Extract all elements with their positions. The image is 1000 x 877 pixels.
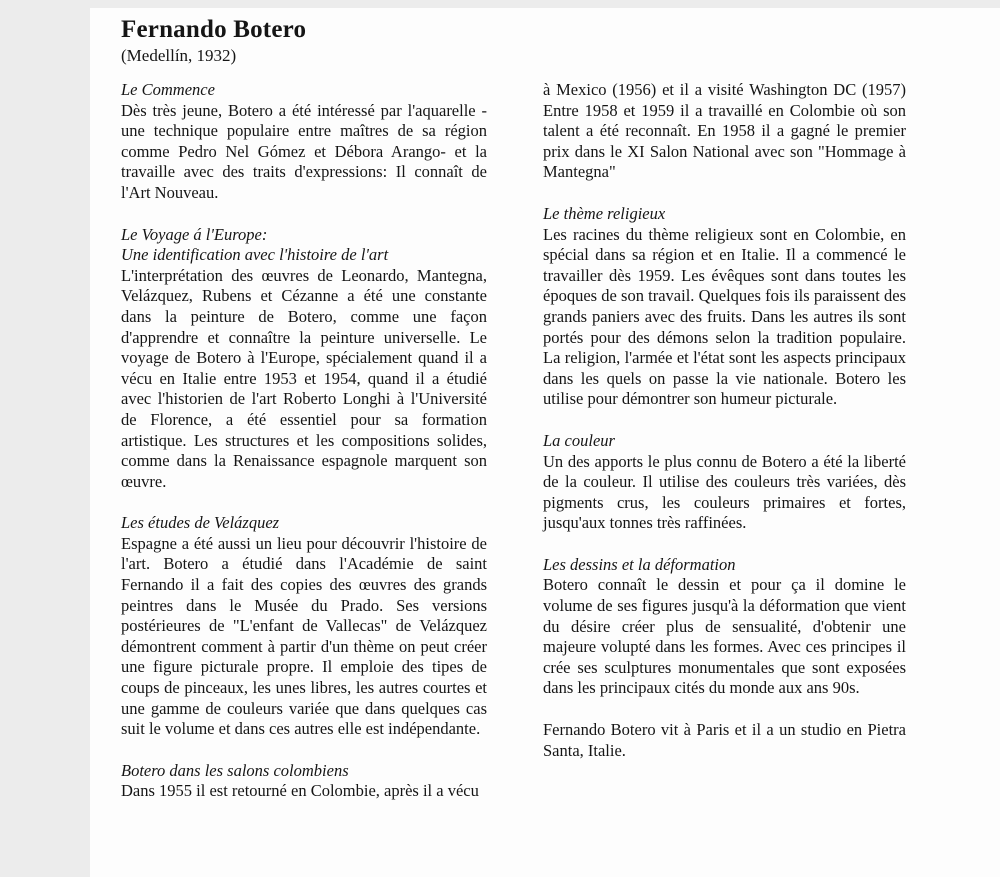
section-heading: Botero dans les salons colombiens <box>121 760 349 780</box>
section-text: Un des apports le plus connu de Botero a été la liberté de la couleur. Il utilise des couleurs très variées, dès pigments crus, les couleurs primaires et fortes, jusqu'aux tonnes très raffinées. <box>543 451 906 533</box>
section-heading: La couleur <box>543 430 615 450</box>
section-text: Espagne a été aussi un lieu pour découvrir l'histoire de l'art. Botero a étudié dans l'Académie de saint Fernando il a fait des copies des œuvres des grands peintres dans le Musée du Prado. Ses versions postérieures de "L'enfant de Vallecas" de Velázquez démontrent comment à partir d'un thème on peut créer une figure picturale propre. Il emploie des tipes de coups de pinceaux, les unes libres, les autres courtes et une gamme de couleurs variée que dans quelques cas suit le volume et dans ces autres elle est indépendante. <box>121 533 487 739</box>
section-text: Dès très jeune, Botero a été intéressé par l'aquarelle - une technique populaire entre maîtres de sa région comme Pedro Nel Gómez et Débora Arango- et la travaille avec des traits d'expressions: Il connaît de l'Art Nouveau. <box>121 100 487 202</box>
section-heading: Les études de Velázquez <box>121 513 280 533</box>
section-heading: Le Commence <box>121 80 215 99</box>
document-page <box>90 8 1000 877</box>
closing-paragraph <box>543 720 906 761</box>
section-text: à Mexico (1956) et il a visité Washington DC (1957) Entre 1958 et 1959 il a travaillé en Colombie où son talent a été reconnaît. En 1958 il a gagné le premier prix dans le XI Salon National avec son "Hommage à Mantegna" <box>543 80 906 182</box>
section-text: Botero connaît le dessin et pour ça il domine le volume de ses figures jusqu'à la déformation que vient du désire créer plus de sensualité, d'obtenir une majeure volupté dans les formes. Avec ces principes il crée ses sculptures monumentales que sont exposées dans les principaux cités du monde aux ans 90s. <box>543 575 906 698</box>
section-heading: Le thème religieux <box>543 203 666 223</box>
section-text: L'interprétation des œuvres de Leonardo, Mantegna, Velázquez, Rubens et Cézanne a été une constante dans la peinture de Botero, comme une façon d'apprendre et connaître la peinture universelle. Le voyage de Botero à l'Europe, spécialement quand il a vécu en Italie entre 1953 et 1954, quand il a étudié avec l'historien de l'art Roberto Longhi à l'Université de Florence, a été essentiel pour sa formation artistique. Les structures et les compositions solides, comme dans la Renaissance espagnole marquent son œuvre. <box>121 265 487 491</box>
page-subtitle: (Medellín, 1932) <box>121 46 237 65</box>
right-column <box>543 80 906 782</box>
section <box>121 225 487 493</box>
page-title: Fernando Botero <box>121 16 307 43</box>
left-column <box>121 80 487 823</box>
section <box>121 761 487 802</box>
section-continued <box>543 80 906 183</box>
section <box>543 204 906 410</box>
section-text: Dans 1955 il est retourné en Colombie, après il a vécu <box>121 781 479 801</box>
section-heading: Les dessins et la déformation <box>543 554 736 574</box>
section <box>543 431 906 534</box>
section-heading: Le Voyage á l'Europe: <box>121 224 268 244</box>
section <box>121 80 487 204</box>
section-text: Les racines du thème religieux sont en Colombie, en spécial dans sa région et en Italie. Il a commencé le travailler dès 1959. Les évêques sont dans toutes les époques de son travail. Quelques fois ils paraissent des grands paniers avec des fruits. Dans les autres ils sont portés pour des démons selon la tradition populaire. La religion, l'armée et l'état sont les aspects principaux dans les quels on passe la vie nationale. Botero les utilise pour démontrer son humeur picturale. <box>543 224 906 409</box>
section <box>121 513 487 740</box>
section <box>543 555 906 699</box>
section-subheading: Une identification avec l'histoire de l'art <box>121 245 389 265</box>
section-text: Fernando Botero vit à Paris et il a un studio en Pietra Santa, Italie. <box>543 720 906 760</box>
